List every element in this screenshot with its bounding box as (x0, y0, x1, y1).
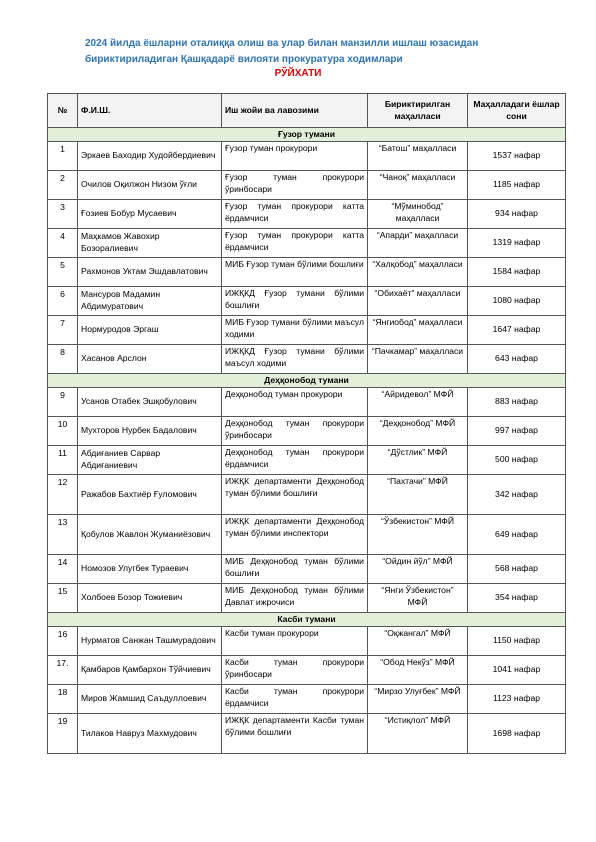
header-full-name: Ф.И.Ш. (78, 94, 222, 128)
table-row (48, 258, 566, 287)
row-mahalla: “Янгиобод” маҳалласи (368, 316, 468, 345)
row-youth-count: 1698 нафар (468, 714, 566, 754)
row-position: Деҳқонобод туман прокурори (222, 388, 368, 417)
table-row (48, 316, 566, 345)
row-position: Касби туман прокурори ёрдамчиси (222, 685, 368, 714)
table-row (48, 345, 566, 374)
header-youth-count: Маҳалладаги ёшлар сони (468, 94, 566, 128)
row-number: 8 (48, 345, 78, 374)
row-mahalla: “Ойдин йўл” МФЙ (368, 555, 468, 584)
row-position: Деҳқонобод туман прокурори ўринбосари (222, 417, 368, 446)
row-mahalla: “Апарди” маҳалласи (368, 229, 468, 258)
row-position: Касби туман прокурори (222, 627, 368, 656)
row-youth-count: 1123 нафар (468, 685, 566, 714)
table-row (48, 475, 566, 515)
row-mahalla: “Янги Ўзбекистон” МФЙ (368, 584, 468, 613)
row-mahalla: “Пахтачи” МФЙ (368, 475, 468, 515)
section-title: Ғузор тумани (48, 128, 566, 142)
row-full-name: Мухторов Нурбек Бадалович (78, 417, 222, 446)
row-youth-count: 649 нафар (468, 515, 566, 555)
table-row (48, 287, 566, 316)
row-youth-count: 354 нафар (468, 584, 566, 613)
row-youth-count: 997 нафар (468, 417, 566, 446)
row-position: МИБ Ғузор тумани бўлими маъсул ходими (222, 316, 368, 345)
row-number: 7 (48, 316, 78, 345)
row-youth-count: 1319 нафар (468, 229, 566, 258)
heading-line-1: 2024 йилда ёшларни оталиққа олиш ва улар билан манзилли ишлаш юзасидан (85, 38, 479, 49)
table-row (48, 446, 566, 475)
row-number: 9 (48, 388, 78, 417)
table-row (48, 229, 566, 258)
row-youth-count: 1150 нафар (468, 627, 566, 656)
row-full-name: Нурматов Санжан Ташмурадович (78, 627, 222, 656)
row-youth-count: 1041 нафар (468, 656, 566, 685)
row-number: 15 (48, 584, 78, 613)
row-position: ИЖҚКД Ғузор тумани бўлими маъсул ходими (222, 345, 368, 374)
row-mahalla: “Батош” маҳалласи (368, 142, 468, 171)
row-youth-count: 934 нафар (468, 200, 566, 229)
row-mahalla: “Деҳқонобод” МФЙ (368, 417, 468, 446)
row-number: 3 (48, 200, 78, 229)
row-number: 17. (48, 656, 78, 685)
heading-line-2: бириктириладиган Қашқадарё вилояти прокуратура ходимлари (85, 54, 403, 65)
row-full-name: Эркаев Баходир Худойбердиевич (78, 142, 222, 171)
section-row (48, 128, 566, 142)
row-number: 2 (48, 171, 78, 200)
row-full-name: Усанов Отабек Эшқобулович (78, 388, 222, 417)
row-number: 16 (48, 627, 78, 656)
staff-table (47, 93, 566, 754)
row-full-name: Очилов Оқилжон Низом ўғли (78, 171, 222, 200)
row-mahalla: “Айридевол” МФЙ (368, 388, 468, 417)
header-mahalla: Бириктирилган маҳалласи (368, 94, 468, 128)
list-title: РЎЙХАТИ (274, 68, 322, 79)
row-position: МИБ Деҳқонобод туман бўлими бошлиғи (222, 555, 368, 584)
row-full-name: Мансуров Мадамин Абдимуратович (78, 287, 222, 316)
row-full-name: Қобулов Жавлон Жуманиёзович (78, 515, 222, 555)
row-position: ИЖҚК департаменти Касби туман бўлими бошлиғи (222, 714, 368, 754)
document-heading (85, 36, 565, 68)
row-youth-count: 342 нафар (468, 475, 566, 515)
section-title: Касби тумани (48, 613, 566, 627)
row-youth-count: 568 нафар (468, 555, 566, 584)
table-body (48, 128, 566, 754)
row-mahalla: “Ўзбекистон” МФЙ (368, 515, 468, 555)
row-mahalla: “Обод Некўз” МФЙ (368, 656, 468, 685)
row-number: 11 (48, 446, 78, 475)
row-position: МИБ Деҳқонобод туман бўлими Давлат ижрочиси (222, 584, 368, 613)
table-row (48, 200, 566, 229)
table-row (48, 584, 566, 613)
row-youth-count: 1537 нафар (468, 142, 566, 171)
table-row (48, 515, 566, 555)
row-mahalla: “Пачкамар” маҳалласи (368, 345, 468, 374)
row-number: 12 (48, 475, 78, 515)
row-full-name: Холбоев Бозор Тожиевич (78, 584, 222, 613)
table-row (48, 656, 566, 685)
table-row (48, 171, 566, 200)
row-full-name: Тилаков Навруз Махмудович (78, 714, 222, 754)
row-full-name: Рахмонов Уктам Эшдавлатович (78, 258, 222, 287)
row-number: 13 (48, 515, 78, 555)
row-position: ИЖҚК департаменти Деҳқонобод туман бўлими инспектори (222, 515, 368, 555)
row-youth-count: 500 нафар (468, 446, 566, 475)
row-number: 19 (48, 714, 78, 754)
row-number: 18 (48, 685, 78, 714)
row-position: Ғузор туман прокурори катта ёрдамчиси (222, 200, 368, 229)
row-mahalla: “Обихаёт” маҳалласи (368, 287, 468, 316)
table-row (48, 555, 566, 584)
row-youth-count: 643 нафар (468, 345, 566, 374)
row-number: 10 (48, 417, 78, 446)
row-mahalla: “Халқобод” маҳалласи (368, 258, 468, 287)
row-full-name: Абдиғаниев Сарвар Абдиғаниевич (78, 446, 222, 475)
row-youth-count: 1185 нафар (468, 171, 566, 200)
header-position: Иш жойи ва лавозими (222, 94, 368, 128)
row-number: 4 (48, 229, 78, 258)
row-number: 5 (48, 258, 78, 287)
header-number: № (48, 94, 78, 128)
row-position: Ғузор туман прокурори катта ёрдамчиси (222, 229, 368, 258)
row-mahalla: “Мирзо Улуғбек” МФЙ (368, 685, 468, 714)
row-mahalla: “Истиқлол” МФЙ (368, 714, 468, 754)
row-youth-count: 883 нафар (468, 388, 566, 417)
row-position: ИЖҚКД Ғузор тумани бўлими бошлиғи (222, 287, 368, 316)
row-number: 6 (48, 287, 78, 316)
row-mahalla: “Мўминобод” маҳалласи (368, 200, 468, 229)
table-row (48, 685, 566, 714)
row-full-name: Номозов Улугбек Тураевич (78, 555, 222, 584)
row-youth-count: 1080 нафар (468, 287, 566, 316)
table-row (48, 627, 566, 656)
table-row (48, 388, 566, 417)
section-row (48, 374, 566, 388)
row-position: МИБ Ғузор туман бўлими бошлиғи (222, 258, 368, 287)
row-number: 1 (48, 142, 78, 171)
row-position: Касби туман прокурори ўринбосари (222, 656, 368, 685)
row-mahalla: “Оқжангал” МФЙ (368, 627, 468, 656)
section-row (48, 613, 566, 627)
row-position: Деҳқонобод туман прокурори ёрдамчиси (222, 446, 368, 475)
row-full-name: Миров Жамшид Саъдуллоевич (78, 685, 222, 714)
row-full-name: Ражабов Бахтиёр Ғуломович (78, 475, 222, 515)
section-title: Деҳқонобод тумани (48, 374, 566, 388)
table-row (48, 714, 566, 754)
row-youth-count: 1647 нафар (468, 316, 566, 345)
table-header-row (48, 94, 566, 128)
row-full-name: Маҳкамов Жавохир Бозоралиевич (78, 229, 222, 258)
row-full-name: Ғозиев Бобур Мусаевич (78, 200, 222, 229)
row-full-name: Хасанов Арслон (78, 345, 222, 374)
row-position: Ғузор туман прокурори ўринбосари (222, 171, 368, 200)
row-position: Ғузор туман прокурори (222, 142, 368, 171)
row-full-name: Нормуродов Эргаш (78, 316, 222, 345)
row-youth-count: 1584 нафар (468, 258, 566, 287)
table-row (48, 417, 566, 446)
row-number: 14 (48, 555, 78, 584)
table-row (48, 142, 566, 171)
row-mahalla: “Дўстлик” МФЙ (368, 446, 468, 475)
row-mahalla: “Чаноқ” маҳалласи (368, 171, 468, 200)
row-position: ИЖҚК департаменти Деҳқонобод туман бўлими бошлиғи (222, 475, 368, 515)
row-full-name: Қамбаров Қамбархон Тўйчиевич (78, 656, 222, 685)
